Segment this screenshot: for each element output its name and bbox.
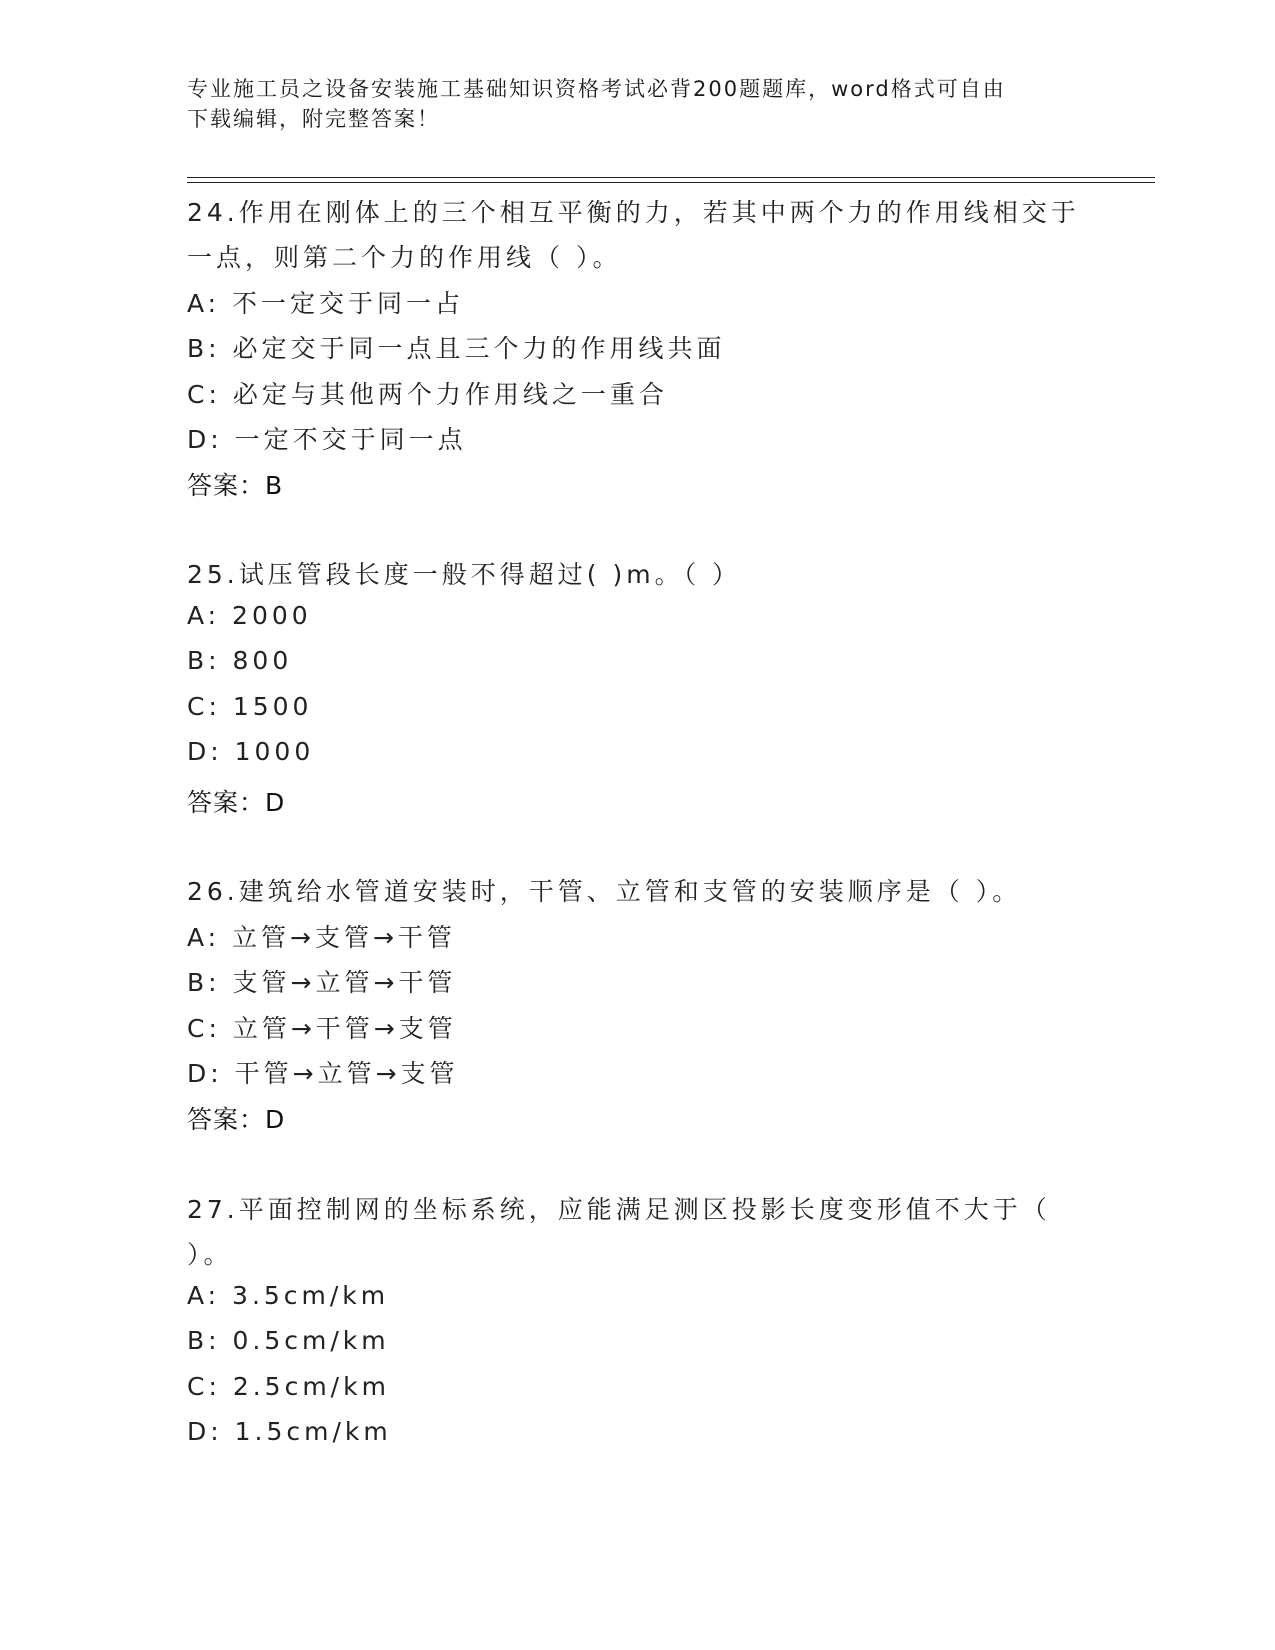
header-divider-bottom bbox=[187, 182, 1155, 183]
question-27-option-d: D: 1.5cm/km bbox=[187, 1417, 392, 1446]
question-26-answer: 答案：D bbox=[187, 1105, 286, 1134]
question-27-stem-line-2: ）。 bbox=[187, 1240, 233, 1269]
question-27-option-b: B: 0.5cm/km bbox=[187, 1326, 390, 1355]
header-line-2: 下载编辑，附完整答案！ bbox=[187, 107, 440, 131]
question-26-option-b: B: 支管→立管→干管 bbox=[187, 968, 457, 997]
header-line-1: 专业施工员之设备安装施工基础知识资格考试必背200题题库，word格式可自由 bbox=[187, 77, 1006, 101]
question-24-option-d: D: 一定不交于同一点 bbox=[187, 425, 467, 454]
question-24-option-b: B: 必定交于同一点且三个力的作用线共面 bbox=[187, 334, 726, 363]
question-25-answer: 答案：D bbox=[187, 788, 286, 817]
question-25-option-a: A: 2000 bbox=[187, 601, 312, 630]
question-24-option-a: A: 不一定交于同一占 bbox=[187, 289, 465, 318]
question-26-option-c: C: 立管→干管→支管 bbox=[187, 1014, 457, 1043]
question-25-option-d: D: 1000 bbox=[187, 737, 315, 766]
question-24-stem-line-2: 一点，则第二个力的作用线（ ）。 bbox=[187, 243, 622, 272]
question-26-option-d: D: 干管→立管→支管 bbox=[187, 1059, 459, 1088]
header-divider-top bbox=[187, 177, 1155, 178]
question-27-stem-line-1: 27.平面控制网的坐标系统，应能满足测区投影长度变形值不大于（ bbox=[187, 1195, 1051, 1224]
document-header bbox=[187, 74, 1087, 134]
question-26-option-a: A: 立管→支管→干管 bbox=[187, 923, 456, 952]
question-25-option-b: B: 800 bbox=[187, 646, 293, 675]
question-25-stem-line-1: 25.试压管段长度一般不得超过( )m。（ ） bbox=[187, 560, 742, 589]
question-24-answer: 答案：B bbox=[187, 471, 284, 500]
question-25-option-c: C: 1500 bbox=[187, 692, 313, 721]
question-27-option-a: A: 3.5cm/km bbox=[187, 1281, 390, 1310]
question-24-stem-line-1: 24.作用在刚体上的三个相互平衡的力，若其中两个力的作用线相交于 bbox=[187, 198, 1080, 227]
question-24-option-c: C: 必定与其他两个力作用线之一重合 bbox=[187, 380, 668, 409]
question-27-option-c: C: 2.5cm/km bbox=[187, 1372, 390, 1401]
question-26-stem-line-1: 26.建筑给水管道安装时，干管、立管和支管的安装顺序是（ ）。 bbox=[187, 877, 1022, 906]
